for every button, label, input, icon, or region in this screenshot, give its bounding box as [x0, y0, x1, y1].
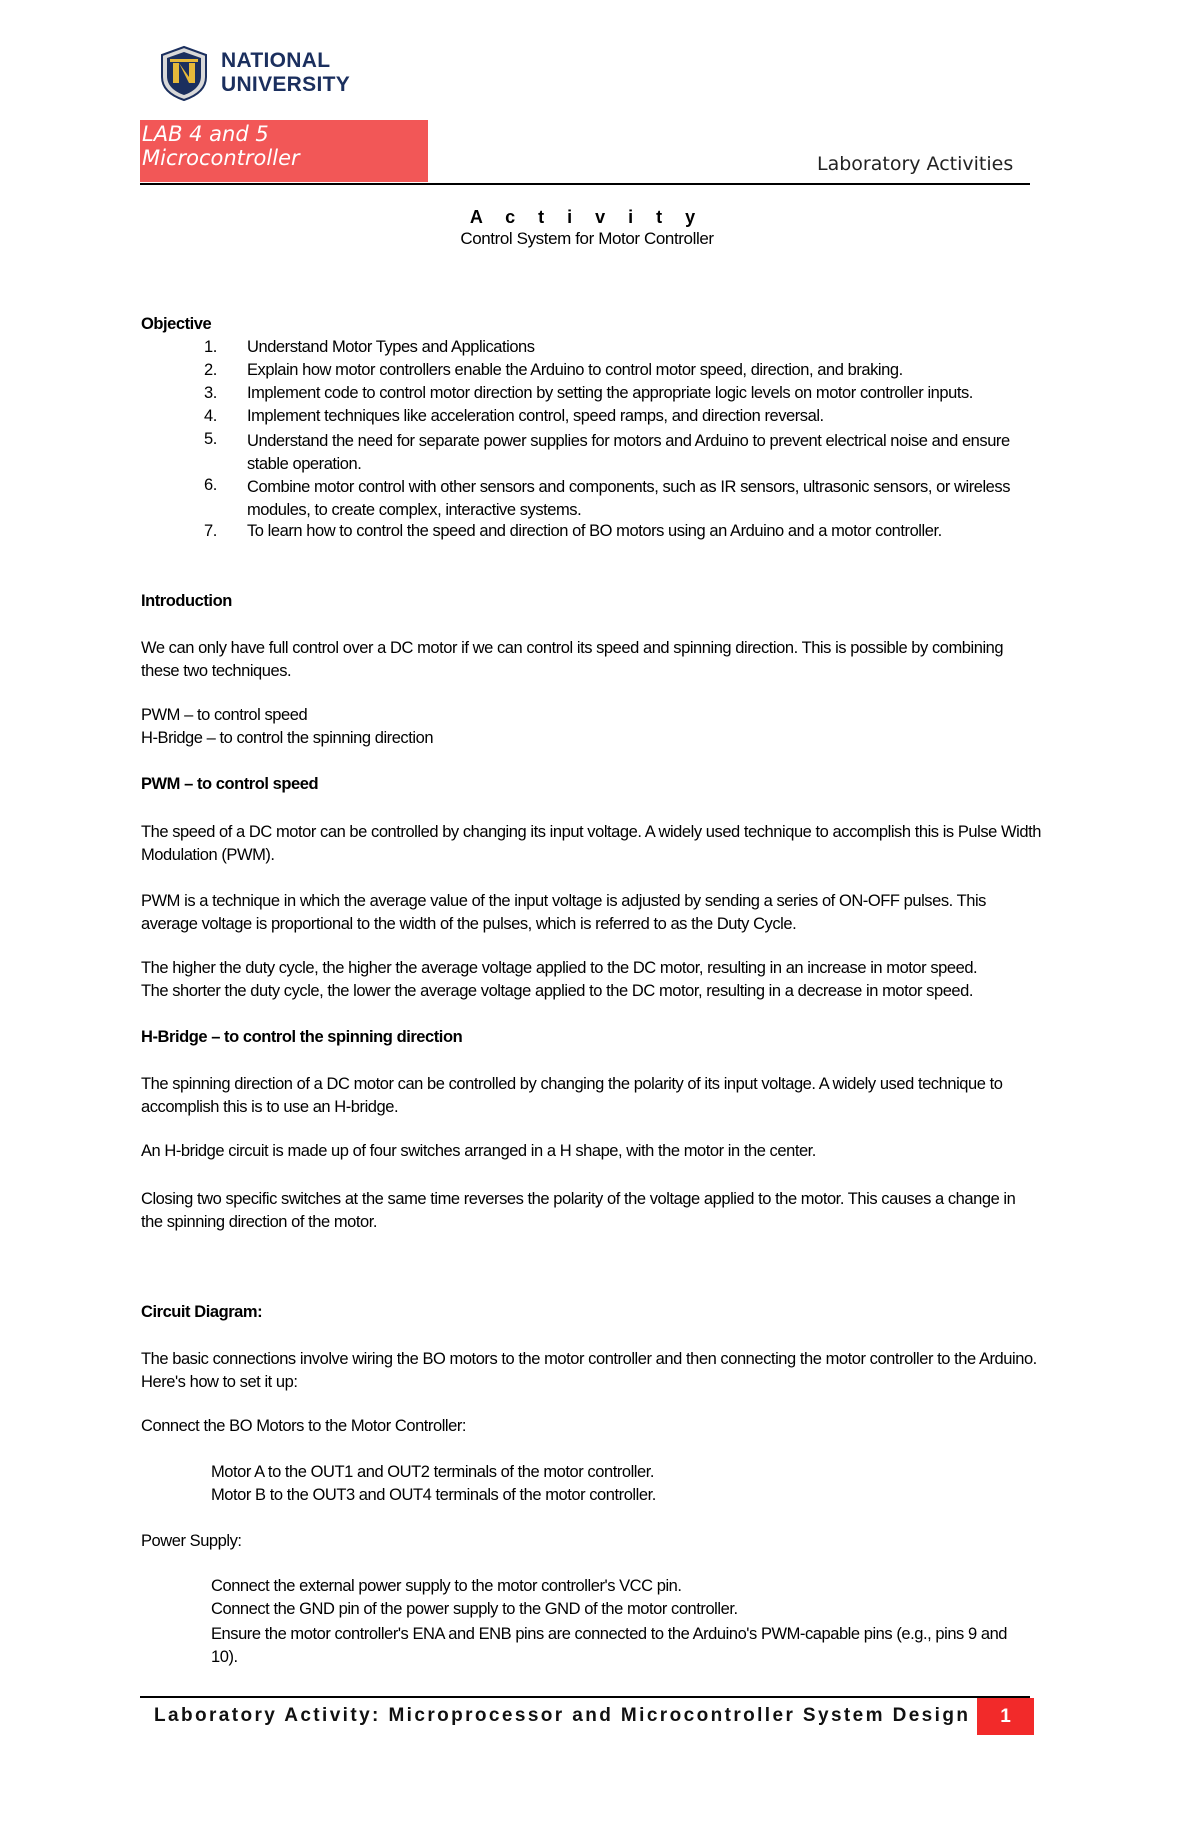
- objective-number-5: 5.: [204, 430, 217, 448]
- header-section-label: Laboratory Activities: [817, 153, 1014, 175]
- page-subtitle: Control System for Motor Controller: [460, 229, 714, 248]
- lab-title-line-2: Microcontroller: [142, 146, 300, 170]
- circuit-power-1: Connect the external power supply to the motor controller's VCC pin.: [211, 1577, 682, 1595]
- university-logo: [155, 42, 385, 104]
- objective-number-4: 4.: [204, 407, 217, 425]
- pwm-paragraph-2: PWM is a technique in which the average value of the input voltage is adjusted by sending a series of ON-OFF pulses. This average voltage is proportional to the width of the pulses, which is referred to as the Duty Cycle.: [141, 892, 986, 933]
- circuit-connect-heading: Connect the BO Motors to the Motor Controller:: [141, 1417, 467, 1435]
- header-divider: [140, 183, 1030, 185]
- logo-line-1: NATIONAL: [221, 49, 331, 72]
- hbridge-heading: H-Bridge – to control the spinning direction: [141, 1028, 463, 1046]
- introduction-hbridge-line: H-Bridge – to control the spinning direction: [141, 729, 434, 747]
- circuit-motor-b: Motor B to the OUT3 and OUT4 terminals of the motor controller.: [211, 1486, 656, 1504]
- footer-title: Laboratory Activity: Microprocessor and Microcontroller System Design: [154, 1705, 971, 1726]
- objective-number-1: 1.: [204, 338, 217, 356]
- circuit-power-2: Connect the GND pin of the power supply to the GND of the motor controller.: [211, 1600, 738, 1618]
- objective-item-2: Explain how motor controllers enable the Arduino to control motor speed, direction, and braking.: [247, 361, 903, 379]
- objective-item-6: Combine motor control with other sensors and components, such as IR sensors, ultrasonic sensors, or wireless modules, to create complex, interactive systems.: [247, 478, 1011, 519]
- circuit-motor-a: Motor A to the OUT1 and OUT2 terminals of the motor controller.: [211, 1463, 655, 1481]
- hbridge-paragraph-3: Closing two specific switches at the same time reverses the polarity of the voltage applied to the motor. This causes a change in the spinning direction of the motor.: [141, 1190, 1016, 1231]
- logo-line-2: UNIVERSITY: [221, 73, 351, 96]
- objective-number-3: 3.: [204, 384, 217, 402]
- circuit-power-3: Ensure the motor controller's ENA and ENB pins are connected to the Arduino's PWM-capable pins (e.g., pins 9 and 10).: [211, 1625, 1008, 1666]
- objective-number-7: 7.: [204, 522, 217, 540]
- page-number-badge: 1: [977, 1698, 1034, 1735]
- circuit-power-heading: Power Supply:: [141, 1532, 242, 1550]
- objective-item-3: Implement code to control motor direction by setting the appropriate logic levels on motor controller inputs.: [247, 384, 973, 402]
- introduction-pwm-line: PWM – to control speed: [141, 706, 308, 724]
- objective-number-2: 2.: [204, 361, 217, 379]
- pwm-paragraph-1: The speed of a DC motor can be controlled by changing its input voltage. A widely used technique to accomplish this is Pulse Width Modulation (PWM).: [141, 823, 1041, 864]
- objective-item-4: Implement techniques like acceleration control, speed ramps, and direction reversal.: [247, 407, 824, 425]
- pwm-heading: PWM – to control speed: [141, 775, 319, 793]
- lab-title-box: [140, 120, 428, 182]
- circuit-heading: Circuit Diagram:: [141, 1303, 263, 1321]
- circuit-paragraph: The basic connections involve wiring the BO motors to the motor controller and then connecting the motor controller to the Arduino. Here's how to set it up:: [141, 1350, 1037, 1391]
- university-seal-icon: [155, 44, 213, 102]
- objective-item-7: To learn how to control the speed and direction of BO motors using an Arduino and a motor controller.: [247, 522, 942, 540]
- hbridge-paragraph-1: The spinning direction of a DC motor can be controlled by changing the polarity of its input voltage. A widely used technique to accomplish this is to use an H-bridge.: [141, 1075, 1003, 1116]
- introduction-paragraph: We can only have full control over a DC motor if we can control its speed and spinning direction. This is possible by combining these two techniques.: [141, 639, 1004, 680]
- objective-heading: Objective: [141, 315, 212, 333]
- pwm-paragraph-3a: The higher the duty cycle, the higher the average voltage applied to the DC motor, resulting in an increase in motor speed.: [141, 959, 978, 977]
- hbridge-paragraph-2: An H-bridge circuit is made up of four switches arranged in a H shape, with the motor in the center.: [141, 1142, 816, 1160]
- objective-number-6: 6.: [204, 476, 217, 494]
- pwm-paragraph-3b: The shorter the duty cycle, the lower the average voltage applied to the DC motor, resulting in a decrease in motor speed.: [141, 982, 974, 1000]
- objective-item-1: Understand Motor Types and Applications: [247, 338, 535, 356]
- page-title: A c t i v i t y: [469, 207, 705, 227]
- footer-divider: [140, 1696, 1030, 1698]
- objective-item-5: Understand the need for separate power supplies for motors and Arduino to prevent electrical noise and ensure stable operation.: [247, 432, 1010, 473]
- lab-title-line-1: LAB 4 and 5: [142, 122, 269, 146]
- introduction-heading: Introduction: [141, 592, 232, 610]
